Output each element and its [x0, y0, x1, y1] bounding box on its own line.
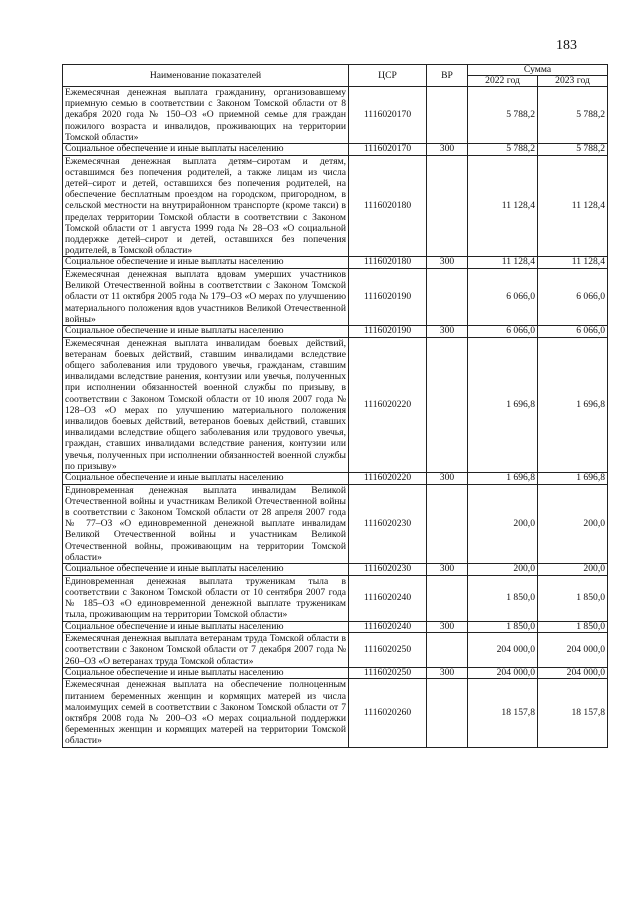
cell-code: 1116020180	[349, 155, 427, 257]
cell-2023: 11 128,4	[538, 257, 608, 269]
budget-table	[62, 64, 608, 748]
table-row	[63, 337, 608, 472]
page-number: 183	[556, 38, 577, 53]
cell-2023: 6 066,0	[538, 326, 608, 338]
cell-2023: 1 850,0	[538, 575, 608, 621]
cell-2023: 1 696,8	[538, 337, 608, 472]
cell-2023: 204 000,0	[538, 667, 608, 679]
cell-name: Ежемесячная денежная выплата инвалидам боевых действий, ветеранам боевых действий, ставшим инвалидами вследствие общего заболевания или трудового увечья, гражданам, ставшим инвалидами вследствие ранения, контузии или увечья, полученных при исполнении обязанностей военной службы по призыву, в соответствии с Законом Томской области от 10 июля 2007 года № 128–ОЗ «О мерах по улучшению материального положения инвалидов боевых действий, ветеранов боевых действий, ставших инвалидами вследствие общего заболевания или трудового увечья, граждан, ставших инвалидами вследствие ранения, контузии или увечья, полученных при исполнении обязанностей военной службы по призыву»	[63, 337, 349, 472]
cell-2022: 6 066,0	[468, 269, 538, 326]
cell-code: 1116020170	[349, 87, 427, 144]
cell-2022: 18 157,8	[468, 679, 538, 747]
cell-vr: 300	[427, 473, 468, 485]
cell-vr	[427, 337, 468, 472]
cell-2022: 1 850,0	[468, 575, 538, 621]
cell-vr: 300	[427, 144, 468, 156]
cell-2022: 5 788,2	[468, 87, 538, 144]
cell-code: 1116020220	[349, 337, 427, 472]
cell-code: 1116020250	[349, 633, 427, 668]
cell-2022: 5 788,2	[468, 144, 538, 156]
cell-vr	[427, 679, 468, 747]
cell-code: 1116020240	[349, 621, 427, 633]
cell-name: Единовременная денежная выплата инвалидам Великой Отечественной войны и участникам Великой Отечественной войны в соответствии с Законом Томской области от 28 апреля 2007 года № 77–ОЗ «О единовременной денежной выплате инвалидам Великой Отечественной войны и участникам Великой Отечественной войны, проживающим на территории Томской области»	[63, 484, 349, 563]
cell-name: Социальное обеспечение и иные выплаты населению	[63, 257, 349, 269]
cell-code: 1116020250	[349, 667, 427, 679]
cell-2022: 204 000,0	[468, 667, 538, 679]
cell-2022: 204 000,0	[468, 633, 538, 668]
cell-code: 1116020190	[349, 326, 427, 338]
cell-2022: 1 696,8	[468, 337, 538, 472]
table-row	[63, 155, 608, 257]
cell-code: 1116020220	[349, 473, 427, 485]
cell-name: Социальное обеспечение и иные выплаты населению	[63, 621, 349, 633]
cell-vr: 300	[427, 564, 468, 576]
cell-vr	[427, 269, 468, 326]
table-row	[63, 144, 608, 156]
cell-vr	[427, 575, 468, 621]
cell-name: Социальное обеспечение и иные выплаты населению	[63, 326, 349, 338]
cell-code: 1116020230	[349, 484, 427, 563]
cell-2023: 1 696,8	[538, 473, 608, 485]
header-year-2023: 2023 год	[538, 76, 608, 87]
table-row	[63, 679, 608, 747]
cell-code: 1116020170	[349, 144, 427, 156]
table-row	[63, 484, 608, 563]
table-row	[63, 564, 608, 576]
table-header	[63, 65, 608, 87]
cell-2022: 200,0	[468, 484, 538, 563]
table-row	[63, 257, 608, 269]
cell-2022: 1 850,0	[468, 621, 538, 633]
table-row	[63, 575, 608, 621]
cell-code: 1116020190	[349, 269, 427, 326]
cell-vr: 300	[427, 621, 468, 633]
table-row	[63, 87, 608, 144]
cell-2023: 5 788,2	[538, 144, 608, 156]
cell-2022: 11 128,4	[468, 155, 538, 257]
header-sum: Сумма	[468, 65, 608, 76]
header-name: Наименование показателей	[63, 65, 349, 87]
cell-name: Социальное обеспечение и иные выплаты населению	[63, 564, 349, 576]
cell-name: Ежемесячная денежная выплата вдовам умерших участников Великой Отечественной войны в соответствии с Законом Томской области от 11 октября 2005 года № 179–ОЗ «О мерах по улучшению материального положения вдов участников Великой Отечественной войны»	[63, 269, 349, 326]
cell-vr: 300	[427, 257, 468, 269]
cell-vr: 300	[427, 667, 468, 679]
cell-code: 1116020230	[349, 564, 427, 576]
cell-2022: 1 696,8	[468, 473, 538, 485]
cell-2022: 11 128,4	[468, 257, 538, 269]
header-year-2022: 2022 год	[468, 76, 538, 87]
cell-name: Ежемесячная денежная выплата гражданину, организовавшему приемную семью в соответствии с Законом Томской области от 8 декабря 2020 года № 150–ОЗ «О приемной семье для граждан пожилого возраста и инвалидов, проживающих на территории Томской области»	[63, 87, 349, 144]
cell-name: Ежемесячная денежная выплата на обеспечение полноценным питанием беременных женщин и кормящих матерей из числа малоимущих семей в соответствии с Законом Томской области от 7 октября 2008 года № 200–ОЗ «О мерах социальной поддержки беременных женщин и кормящих матерей на территории Томской области»	[63, 679, 349, 747]
cell-vr: 300	[427, 326, 468, 338]
cell-name: Социальное обеспечение и иные выплаты населению	[63, 144, 349, 156]
cell-2023: 204 000,0	[538, 633, 608, 668]
cell-2023: 5 788,2	[538, 87, 608, 144]
table-row	[63, 326, 608, 338]
table-body	[63, 87, 608, 748]
cell-vr	[427, 87, 468, 144]
table-row	[63, 633, 608, 668]
cell-name: Ежемесячная денежная выплата ветеранам труда Томской области в соответствии с Законом Томской области от 7 декабря 2007 года № 260–ОЗ «О ветеранах труда Томской области»	[63, 633, 349, 668]
cell-name: Единовременная денежная выплата труженикам тыла в соответствии с Законом Томской области от 10 сентября 2007 года № 185–ОЗ «О единовременной денежной выплате труженикам тыла, проживающим на территории Томской области»	[63, 575, 349, 621]
cell-2023: 18 157,8	[538, 679, 608, 747]
cell-2023: 1 850,0	[538, 621, 608, 633]
table-row	[63, 621, 608, 633]
cell-2023: 11 128,4	[538, 155, 608, 257]
cell-vr	[427, 633, 468, 668]
cell-2023: 6 066,0	[538, 269, 608, 326]
table-row	[63, 269, 608, 326]
table-row	[63, 473, 608, 485]
cell-vr	[427, 155, 468, 257]
cell-code: 1116020180	[349, 257, 427, 269]
cell-2022: 6 066,0	[468, 326, 538, 338]
cell-2022: 200,0	[468, 564, 538, 576]
cell-2023: 200,0	[538, 564, 608, 576]
cell-name: Социальное обеспечение и иные выплаты населению	[63, 473, 349, 485]
cell-code: 1116020260	[349, 679, 427, 747]
cell-code: 1116020240	[349, 575, 427, 621]
header-vr: ВР	[427, 65, 468, 87]
table-row	[63, 667, 608, 679]
cell-vr	[427, 484, 468, 563]
header-code: ЦСР	[349, 65, 427, 87]
cell-name: Ежемесячная денежная выплата детям–сиротам и детям, оставшимся без попечения родителей, а также лицам из числа детей–сирот и детей, оставшихся без попечения родителей, на обеспечение бесплатным проездом на городском, пригородном, в сельской местности на внутрирайонном транспорте (кроме такси) в пределах территории Томской области в соответствии с Законом Томской области от 1 августа 1999 года № 28–ОЗ «О социальной поддержке детей–сирот и детей, оставшихся без попечения родителей, в Томской области»	[63, 155, 349, 257]
cell-2023: 200,0	[538, 484, 608, 563]
cell-name: Социальное обеспечение и иные выплаты населению	[63, 667, 349, 679]
